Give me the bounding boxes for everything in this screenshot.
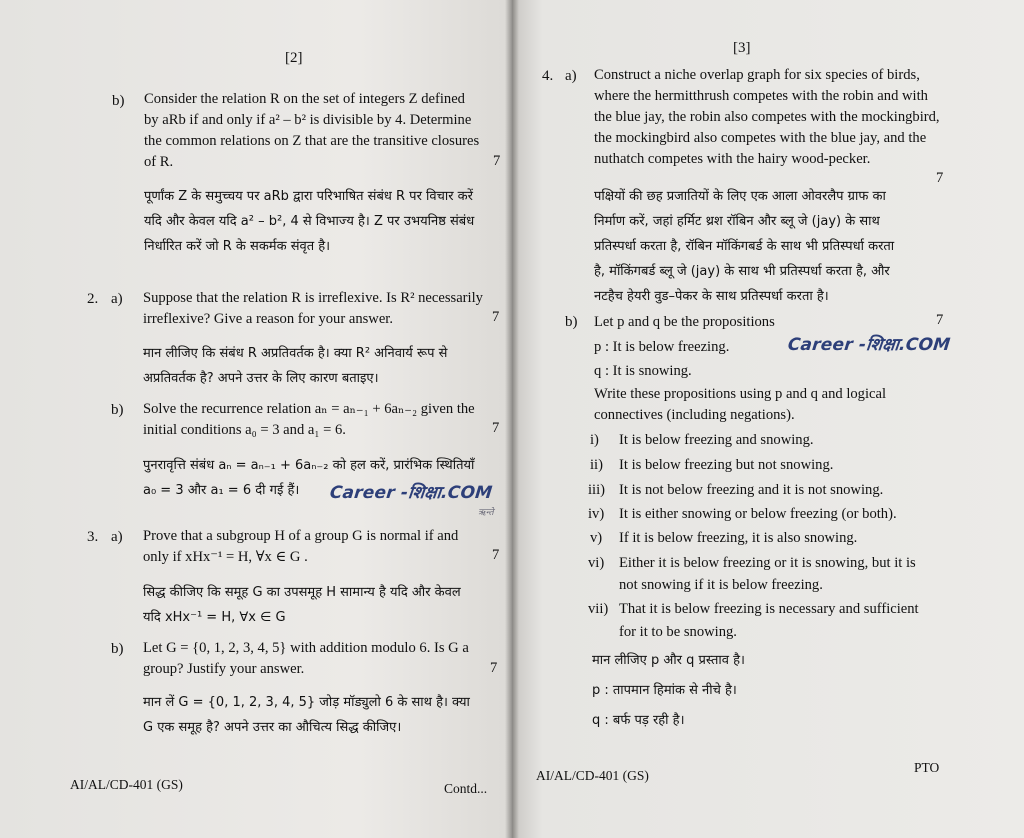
list-item-num: v)	[590, 530, 603, 546]
question-number: 3.	[87, 529, 99, 545]
proposition-q: q : It is snowing.	[594, 363, 692, 379]
watermark: Career -शिक्षा.COM	[786, 335, 952, 355]
q3a-hindi-text: सिद्ध कीजिए कि समूह G का उपसमूह H सामान्य है यदि और केवल यदि xHx⁻¹ = H, ∀x ∈ G	[143, 585, 461, 625]
q2a-english-text: Suppose that the relation R is irreflexive. Is R² necessarily irreflexive? Give a reason for your answer.	[143, 290, 483, 327]
marks: 7	[936, 312, 944, 328]
question-part-label: b)	[112, 93, 125, 109]
page-number: [3]	[733, 40, 751, 56]
marks: 7	[492, 309, 500, 325]
list-item-num: ii)	[590, 457, 603, 473]
right-page	[512, 0, 1024, 838]
marks: 7	[490, 660, 498, 676]
q4b-hindi-text: मान लीजिए p और q प्रस्ताव है। p : तापमान हिमांक से नीचे है। q : बर्फ पड़ रही है।	[592, 653, 745, 728]
watermark: Career -शिक्षा.COM	[328, 483, 494, 503]
q3a-english-text: Prove that a subgroup H of a group G is normal if and only if xHx⁻¹ = H, ∀x ∈ G .	[143, 528, 459, 565]
q2a-hindi-text: मान लीजिए कि संबंध R अप्रतिवर्तक है। क्या R² अनिवार्य रूप से अप्रतिवर्तक है? अपने उत्तर के लिए कारण बताइए।	[143, 346, 448, 386]
list-item-text: not snowing if it is below freezing.	[619, 577, 823, 593]
footer-paper-code: AI/AL/CD-401 (GS)	[70, 777, 183, 792]
watermark-small: ऋन्ते	[478, 508, 494, 518]
q3b-hindi-text: मान लें G = {0, 1, 2, 3, 4, 5} जोड़ मॉड्युलो 6 के साथ है। क्या G एक समूह है? अपने उत्तर का औचित्य सिद्ध कीजिए।	[143, 695, 470, 735]
marks: 7	[493, 153, 501, 169]
list-item-text: Either it is below freezing or it is snowing, but it is	[619, 555, 916, 571]
book-gutter	[505, 0, 519, 838]
question-part-label: a)	[565, 68, 577, 84]
question-part-label: b)	[565, 314, 578, 330]
list-item-num: vi)	[588, 555, 605, 571]
q4b-instruction: Write these propositions using p and q and logical connectives (including negations).	[594, 386, 887, 423]
list-item-num: iii)	[588, 482, 606, 498]
q1b-english-text: Consider the relation R on the set of integers Z defined by aRb if and only if a² – b² is divisible by 4. Determine the common relations on Z that are the transitive closures of R.	[144, 91, 480, 170]
q2b-hindi-text: पुनरावृत्ति संबंध aₙ = aₙ₋₁ + 6aₙ₋₂ को हल करें, प्रारंभिक स्थितियाँ a₀ = 3 और a₁ = 6 दी गई हैं।	[143, 458, 475, 498]
list-item-text: It is either snowing or below freezing (or both).	[619, 506, 897, 522]
q4b-intro: Let p and q be the propositions	[594, 314, 775, 330]
list-item-num: i)	[590, 432, 599, 448]
question-number: 4.	[542, 68, 554, 84]
list-item-num: vii)	[588, 601, 609, 617]
proposition-p: p : It is below freezing.	[594, 339, 730, 355]
marks: 7	[936, 170, 944, 186]
list-item-text: It is below freezing and snowing.	[619, 432, 814, 448]
question-number: 2.	[87, 291, 99, 307]
marks: 7	[492, 547, 500, 563]
list-item-text: If it is below freezing, it is also snowing.	[619, 530, 858, 546]
question-part-label: a)	[111, 291, 123, 307]
q3b-english-text-lines: Let G = {0, 1, 2, 3, 4, 5} with addition modulo 6. Is G a group? Justify your answer.	[143, 640, 469, 677]
q1b-hindi-text: पूर्णांक Z के समुच्चय पर aRb द्वारा परिभाषित संबंध R पर विचार करें यदि और केवल यदि a² – b², 4 से विभाज्य है। Z पर उभयनिष्ठ संबंध निर्धारित करें जो R के सकर्मक संवृत है।	[144, 189, 475, 254]
footer-pto: PTO	[914, 760, 940, 775]
q4a-hindi-text: पक्षियों की छह प्रजातियों के लिए एक आला ओवरलैप ग्राफ का निर्माण करें, जहां हर्मिट थ्रश रॉबिन और ब्लू जे (jay) के साथ प्रतिस्पर्धा करता है, रॉबिन मॉकिंगबर्ड के साथ भी प्रतिस्पर्धा करता है, मॉकिंगबर्ड ब्लू जे (jay) के साथ भी प्रतिस्पर्धा करता है, और नटहैच हेयरी वुड–पेकर के साथ प्रतिस्पर्धा करता है।	[594, 189, 895, 304]
list-item-num: iv)	[588, 506, 605, 522]
question-part-label: a)	[111, 529, 123, 545]
marks: 7	[492, 420, 500, 436]
footer-continued: Contd...	[444, 781, 488, 796]
list-item-text: It is not below freezing and it is not snowing.	[619, 482, 884, 498]
list-item-text: for it to be snowing.	[619, 624, 737, 640]
q2b-english-text: Solve the recurrence relation aₙ = aₙ₋₁ + 6aₙ₋₂ given the initial conditions a₀ = 3 and a₁ = 6.	[143, 401, 475, 438]
list-item-text: That it is below freezing is necessary and sufficient	[619, 601, 919, 617]
page-number: [2]	[285, 50, 303, 66]
list-item-text: It is below freezing but not snowing.	[619, 457, 834, 473]
question-part-label: b)	[111, 402, 124, 418]
question-part-label: b)	[111, 641, 124, 657]
q4a-english-text: Construct a niche overlap graph for six species of birds, where the hermitthrush competes with the robin and with the blue jay, the robin also competes with the mockingbird, the mockingbird also competes with the blue jay, and the nuthatch competes with the hairy wood-pecker.	[594, 67, 940, 167]
footer-paper-code: AI/AL/CD-401 (GS)	[536, 768, 649, 783]
